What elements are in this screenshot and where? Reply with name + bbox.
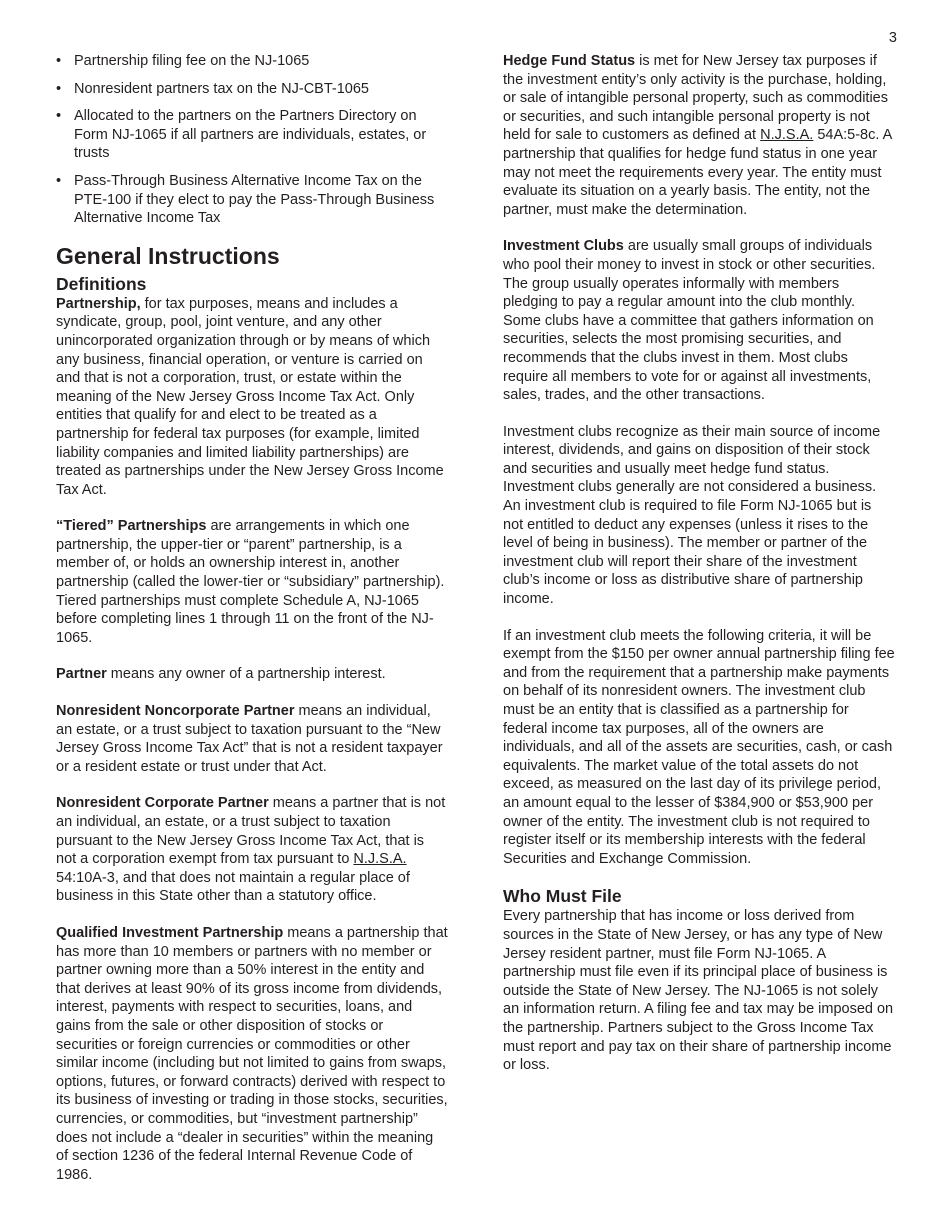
definition-text: are usually small groups of individuals who pool their money to invest in stock or other securities. The group usually operates informally with members pledging to pay a regular amount into the club monthly. Some clubs have a committee that gathers information on securities, selects the most promising securities, and recommends that the clubs invest in them. Most clubs require all members to vote for or against all investments, sales, trades, and the other transactions.	[503, 238, 876, 404]
list-item: • Pass-Through Business Alternative Income Tax on the PTE-100 if they elect to pay the Pass-Through Business Alternative Income Tax	[56, 172, 448, 228]
definition-nonresident-corporate	[56, 794, 448, 906]
definition-text: means any owner of a partnership interest.	[106, 666, 386, 683]
term: Qualified Investment Partnership	[56, 924, 284, 941]
definition-partnership	[56, 295, 448, 500]
who-must-file-title: Who Must File	[503, 886, 622, 907]
list-item: • Allocated to the partners on the Partners Directory on Form NJ-1065 if all partners are individuals, estates, or trusts	[56, 107, 448, 163]
definition-partner	[56, 665, 448, 684]
definition-text: 54:10A-3, and that does not maintain a regular place of business in this State other than a statutory office.	[56, 869, 410, 905]
statute-citation: N.J.S.A.	[353, 851, 407, 868]
definition-hedge-fund-status	[503, 52, 895, 219]
term: Nonresident Noncorporate Partner	[56, 703, 295, 720]
term: Partner	[56, 666, 107, 683]
page-number: 3	[888, 30, 897, 46]
list-item: • Partnership filing fee on the NJ-1065	[56, 52, 448, 71]
investment-clubs-criteria-paragraph: If an investment club meets the following criteria, it will be exempt from the $150 per owner annual partnership filing fee and from the requirement that a partnership make payments on behalf of its nonresident owners. The investment club must be an entity that is classified as a partnership for federal income tax purposes, all of the owners are individuals, and all of the assets are securities, cash, or cash equivalents. The market value of the total assets do not exceed, as measured on the last day of its privilege period, an amount equal to the lesser of $384,900 or $53,900 per owner of the entity. The investment club is not required to register itself or its membership interests with the federal Securities and Exchange Commission.	[503, 627, 895, 867]
definition-text: for tax purposes, means and includes a syndicate, group, pool, joint venture, and any other unincorporated organization through or by means of which any business, financial operation, or venture is carried on and that is not a corporation, trust, or estate within the meaning of the New Jersey Gross Income Tax Act. Only entities that qualify for and elect to be treated as a partnership for federal tax purposes (for example, limited liability companies and limited liability partnerships) are treated as partnerships under the New Jersey Gross Income Tax Act.	[56, 295, 444, 498]
definition-text: means a partner that is not an individual, an estate, or a trust subject to taxation pursuant to the New Jersey Gross Income Tax Act, that is not a corporation exempt from tax pursuant to	[56, 795, 446, 868]
who-must-file-text: Every partnership that has income or loss derived from sources in the State of New Jersey, or has any type of New Jersey resident partner, must file Form NJ-1065. A partnership must file even if its principal place of business is outside the State of New Jersey. The NJ-1065 is not solely an information return. A filing fee and tax may be imposed on the partnership. Partners subject to the Gross Income Tax must report and pay tax on their share of partnership income or loss.	[503, 908, 894, 1074]
right-column	[503, 52, 895, 1093]
statute-citation: N.J.S.A.	[760, 127, 814, 144]
definition-tiered-partnerships	[56, 517, 448, 647]
definition-nonresident-noncorporate	[56, 702, 448, 776]
list-item: • Nonresident partners tax on the NJ-CBT-1065	[56, 80, 448, 99]
term: “Tiered” Partnerships	[56, 518, 207, 535]
definition-qualified-investment-partnership	[56, 924, 448, 1184]
term: Investment Clubs	[503, 238, 624, 255]
term: Nonresident Corporate Partner	[56, 795, 269, 812]
definition-text: 54A:5-8c. A partnership that qualifies for hedge fund status in one year may not meet the requirements every year. The entity must evaluate its situation on a yearly basis. The entity, not the partner, must make the determination.	[503, 127, 892, 218]
term: Partnership,	[56, 295, 141, 312]
definition-text: is met for New Jersey tax purposes if the investment entity’s only activity is the purchase, holding, or sale of intangible personal property, such as commodities or securities, and such intangible personal property is not held for sale to customers as defined at	[503, 53, 888, 144]
definition-text: means a partnership that has more than 10 members or partners with no member or partner owning more than a 50% interest in the entity and that derives at least 90% of its gross income from dividends, interest, payments with respect to securities, loans, and gains from the sale or other disposition of stocks or securities or foreign currencies or commodities or other similar income (including but not limited to gains from swaps, options, futures, or forward contracts) derived with respect to its business of investing or trading in those stocks, securities, currencies, or commodities, but “investment partnership” does not include a “dealer in securities” within the meaning of section 1236 of the federal Internal Revenue Code of 1986.	[56, 924, 448, 1183]
bullet-list	[56, 52, 448, 228]
section-title: General Instructions	[56, 242, 280, 269]
definition-text: are arrangements in which one partnership, the upper-tier or “parent” partnership, is a member of, or holds an ownership interest in, another partnership (called the lower-tier or “subsidiary” partnership). Tiered partnerships must complete Schedule A, NJ-1065 before completing lines 1 through 11 on the front of the NJ-1065.	[56, 518, 445, 646]
definition-text: means an individual, an estate, or a trust subject to taxation pursuant to the “New Jersey Gross Income Tax Act” that is not a resident taxpayer or a resident estate or trust under that Act.	[56, 703, 443, 775]
definition-investment-clubs	[503, 237, 895, 404]
investment-clubs-paragraph: Investment clubs recognize as their main source of income interest, dividends, and gains on disposition of their stock and securities and usually meet hedge fund status. Investment clubs generally are not considered a business. An investment club is required to file Form NJ-1065 but is not entitled to deduct any expenses (unless it rises to the level of being in business). The member or partner of the investment club will report their share of the investment club’s income or loss as distributive share of partnership income.	[503, 423, 881, 608]
definitions-title: Definitions	[56, 273, 147, 294]
left-column	[56, 52, 448, 1202]
term: Hedge Fund Status	[503, 53, 636, 69]
